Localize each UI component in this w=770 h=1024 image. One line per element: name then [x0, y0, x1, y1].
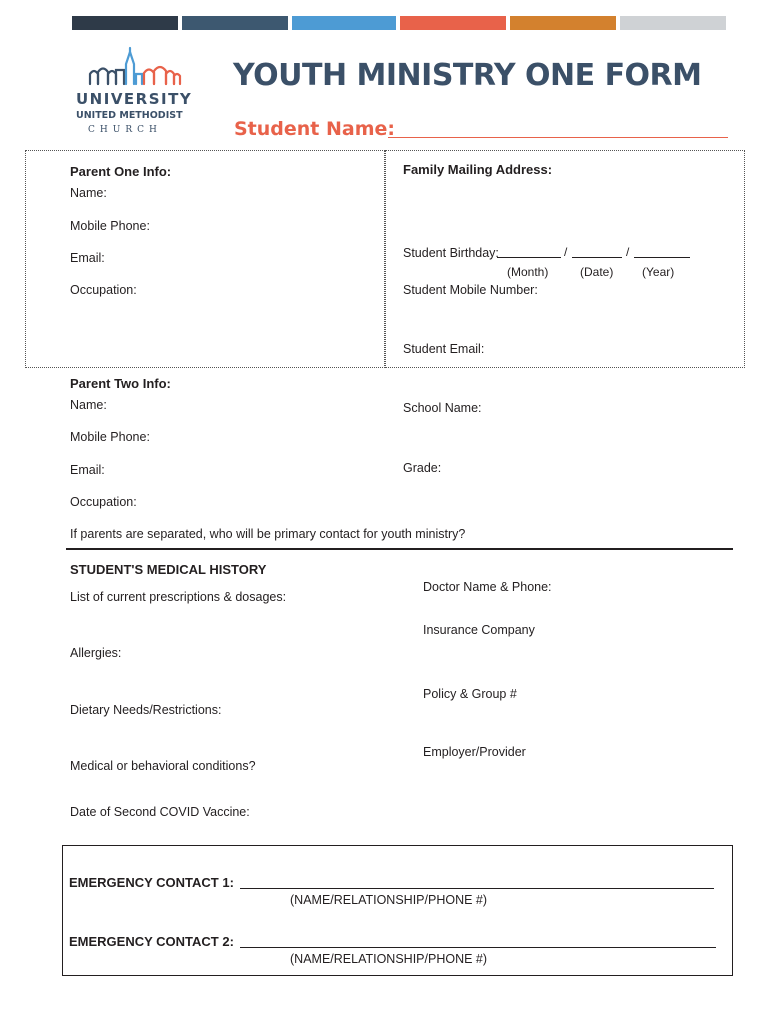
emergency-contact-1-label: EMERGENCY CONTACT 1:	[69, 875, 234, 890]
family-mailing-label: Family Mailing Address:	[403, 162, 553, 177]
student-email-label: Student Email:	[403, 342, 485, 356]
insurance-label: Insurance Company	[423, 623, 535, 637]
page-title: YOUTH MINISTRY ONE FORM	[233, 58, 702, 93]
emergency-contact-1-caption: (NAME/RELATIONSHIP/PHONE #)	[290, 893, 488, 907]
color-bar-3	[292, 16, 396, 30]
church-skyline-icon	[72, 46, 197, 88]
policy-label: Policy & Group #	[423, 687, 517, 701]
student-name-line[interactable]	[388, 137, 728, 138]
color-bar-1	[72, 16, 178, 30]
employer-label: Employer/Provider	[423, 745, 526, 759]
parent-one-heading: Parent One Info:	[70, 164, 172, 179]
conditions-label: Medical or behavioral conditions?	[70, 759, 256, 773]
grade-label: Grade:	[403, 461, 442, 475]
dietary-label: Dietary Needs/Restrictions:	[70, 703, 222, 717]
color-bar-4	[400, 16, 506, 30]
emergency-contact-2-label: EMERGENCY CONTACT 2:	[69, 934, 234, 949]
school-name-label: School Name:	[403, 401, 482, 415]
allergies-label: Allergies:	[70, 646, 122, 660]
birthday-date-caption: (Date)	[580, 265, 614, 279]
birthday-month-caption: (Month)	[507, 265, 549, 279]
student-name-label: Student Name:	[234, 118, 396, 140]
birthday-slash-1: /	[564, 245, 568, 259]
section-divider	[66, 548, 733, 550]
birthday-date-line[interactable]	[572, 257, 622, 258]
parent-two-mobile-label: Mobile Phone:	[70, 430, 150, 444]
birthday-month-line[interactable]	[497, 257, 561, 258]
parent-two-name-label: Name:	[70, 398, 107, 412]
logo	[72, 46, 197, 142]
separated-parents-question: If parents are separated, who will be primary contact for youth ministry?	[70, 527, 466, 541]
birthday-slash-2: /	[626, 245, 630, 259]
student-birthday-label: Student Birthday:	[403, 246, 499, 260]
emergency-contact-2-line[interactable]	[240, 947, 716, 948]
color-bar-5	[510, 16, 616, 30]
birthday-year-line[interactable]	[634, 257, 690, 258]
medical-history-heading: STUDENT'S MEDICAL HISTORY	[70, 562, 267, 577]
logo-line-1: UNIVERSITY	[76, 90, 193, 108]
student-name-row	[234, 118, 728, 142]
color-bar-2	[182, 16, 288, 30]
birthday-year-caption: (Year)	[642, 265, 675, 279]
prescriptions-label: List of current prescriptions & dosages:	[70, 590, 287, 604]
color-bar-6	[620, 16, 726, 30]
parent-one-occupation-label: Occupation:	[70, 283, 137, 297]
parent-one-name-label: Name:	[70, 186, 107, 200]
logo-line-2: UNITED METHODIST	[76, 110, 183, 121]
emergency-contact-2-caption: (NAME/RELATIONSHIP/PHONE #)	[290, 952, 488, 966]
parent-one-email-label: Email:	[70, 251, 105, 265]
student-mobile-label: Student Mobile Number:	[403, 283, 538, 297]
emergency-contact-1-line[interactable]	[240, 888, 714, 889]
parent-two-heading: Parent Two Info:	[70, 376, 171, 391]
parent-one-mobile-label: Mobile Phone:	[70, 219, 150, 233]
parent-two-email-label: Email:	[70, 463, 105, 477]
logo-line-3: CHURCH	[88, 125, 162, 135]
covid-vaccine-label: Date of Second COVID Vaccine:	[70, 805, 250, 819]
parent-two-occupation-label: Occupation:	[70, 495, 137, 509]
doctor-label: Doctor Name & Phone:	[423, 580, 552, 594]
